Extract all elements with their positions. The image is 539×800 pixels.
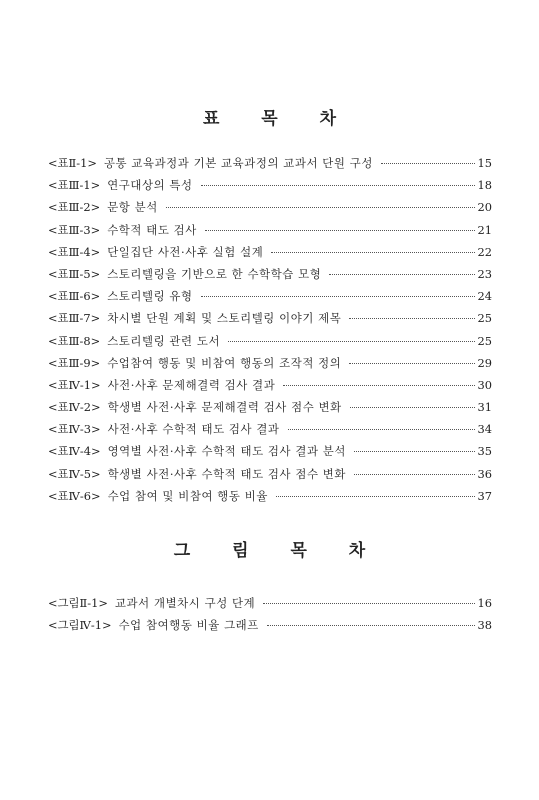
entry-label: <표Ⅲ-9> [48, 355, 101, 370]
entry-title: 차시별 단원 계획 및 스토리텔링 이야기 제목 [107, 311, 342, 326]
entry-title: 영역별 사전·사후 수학적 태도 검사 결과 분석 [107, 444, 346, 459]
entry-label: <표Ⅲ-2> [48, 200, 101, 215]
figure-entry[interactable] [48, 595, 492, 617]
page-number: 18 [477, 178, 492, 193]
entry-title: 사전·사후 수학적 태도 검사 결과 [107, 422, 280, 437]
table-entry[interactable] [48, 333, 492, 355]
page-number: 29 [477, 355, 492, 370]
entry-label: <표Ⅲ-5> [48, 266, 101, 281]
figure-entry[interactable] [48, 617, 492, 639]
entry-label: <표Ⅲ-4> [48, 244, 101, 259]
entry-title: 문항 분석 [107, 200, 158, 215]
entry-title: 수학적 태도 검사 [107, 222, 197, 237]
page-number: 37 [477, 488, 492, 503]
table-entry[interactable] [48, 421, 492, 443]
entry-title: 수업참여 행동 및 비참여 행동의 조작적 정의 [107, 355, 342, 370]
dot-leader [267, 625, 475, 626]
dot-leader [283, 385, 474, 386]
page-number: 31 [477, 400, 492, 415]
figures-heading: 그 림 목 차 [173, 541, 384, 561]
entry-title: 스토리텔링 관련 도서 [107, 333, 221, 348]
page-number: 22 [477, 244, 492, 259]
page-number: 16 [477, 596, 492, 610]
entry-label: <표Ⅲ-1> [48, 178, 101, 193]
entry-label: <그림Ⅱ-1> [48, 596, 108, 610]
entry-label: <표Ⅲ-7> [48, 311, 101, 326]
entry-title: 학생별 사전·사후 수학적 태도 검사 점수 변화 [107, 466, 346, 481]
table-entry[interactable] [48, 199, 492, 221]
tables-heading: 표 목 차 [202, 109, 355, 129]
page-number: 25 [477, 311, 492, 326]
entry-label: <표Ⅱ-1> [48, 156, 97, 170]
page-number: 35 [477, 444, 492, 459]
dot-leader [201, 296, 475, 297]
page-number: 34 [477, 422, 492, 437]
page-number: 20 [477, 200, 492, 215]
page-number: 23 [477, 266, 492, 281]
dot-leader [350, 407, 475, 408]
table-entry[interactable] [48, 310, 492, 332]
entry-label: <표Ⅲ-6> [48, 289, 101, 304]
page-number: 25 [477, 333, 492, 348]
table-entry[interactable] [48, 155, 492, 177]
table-entry[interactable] [48, 177, 492, 199]
table-entry[interactable] [48, 222, 492, 244]
table-list [48, 155, 492, 510]
dot-leader [276, 496, 475, 497]
page-number: 24 [477, 289, 492, 304]
entry-title: 수업 참여행동 비율 그래프 [118, 618, 259, 632]
dot-leader [381, 163, 475, 164]
table-entry[interactable] [48, 488, 492, 510]
figure-list [48, 595, 492, 639]
dot-leader [263, 603, 474, 604]
entry-label: <표Ⅳ-5> [48, 466, 101, 481]
entry-title: 공통 교육과정과 기본 교육과정의 교과서 단원 구성 [103, 156, 373, 170]
entry-title: 사전·사후 문제해결력 검사 결과 [107, 377, 276, 392]
entry-label: <표Ⅲ-8> [48, 333, 101, 348]
dot-leader [349, 318, 474, 319]
dot-leader [271, 252, 474, 253]
page-number: 21 [477, 222, 492, 237]
dot-leader [288, 429, 475, 430]
page-number: 38 [477, 618, 492, 632]
entry-title: 스토리텔링 유형 [107, 289, 193, 304]
page-number: 15 [477, 156, 492, 170]
dot-leader [329, 274, 474, 275]
entry-label: <표Ⅳ-3> [48, 422, 101, 437]
dot-leader [354, 474, 475, 475]
entry-label: <표Ⅳ-4> [48, 444, 101, 459]
entry-label: <표Ⅳ-2> [48, 400, 101, 415]
entry-title: 연구대상의 특성 [107, 178, 193, 193]
table-entry[interactable] [48, 355, 492, 377]
dot-leader [205, 230, 475, 231]
entry-title: 스토리텔링을 기반으로 한 수학학습 모형 [107, 266, 322, 281]
table-entry[interactable] [48, 244, 492, 266]
entry-title: 학생별 사전·사후 문제해결력 검사 점수 변화 [107, 400, 342, 415]
dot-leader [201, 185, 475, 186]
table-entry[interactable] [48, 377, 492, 399]
table-entry[interactable] [48, 443, 492, 465]
entry-label: <표Ⅲ-3> [48, 222, 101, 237]
entry-title: 단일집단 사전·사후 실험 설계 [107, 244, 264, 259]
dot-leader [166, 207, 475, 208]
table-entry[interactable] [48, 288, 492, 310]
table-entry[interactable] [48, 399, 492, 421]
entry-title: 교과서 개별차시 구성 단계 [114, 596, 256, 610]
entry-title: 수업 참여 및 비참여 행동 비율 [107, 488, 268, 503]
entry-label: <그림Ⅳ-1> [48, 618, 112, 632]
table-entry[interactable] [48, 466, 492, 488]
entry-label: <표Ⅳ-6> [48, 488, 101, 503]
dot-leader [349, 363, 474, 364]
dot-leader [354, 451, 475, 452]
entry-label: <표Ⅳ-1> [48, 377, 101, 392]
page-number: 36 [477, 466, 492, 481]
page-number: 30 [477, 377, 492, 392]
table-entry[interactable] [48, 266, 492, 288]
dot-leader [228, 341, 474, 342]
